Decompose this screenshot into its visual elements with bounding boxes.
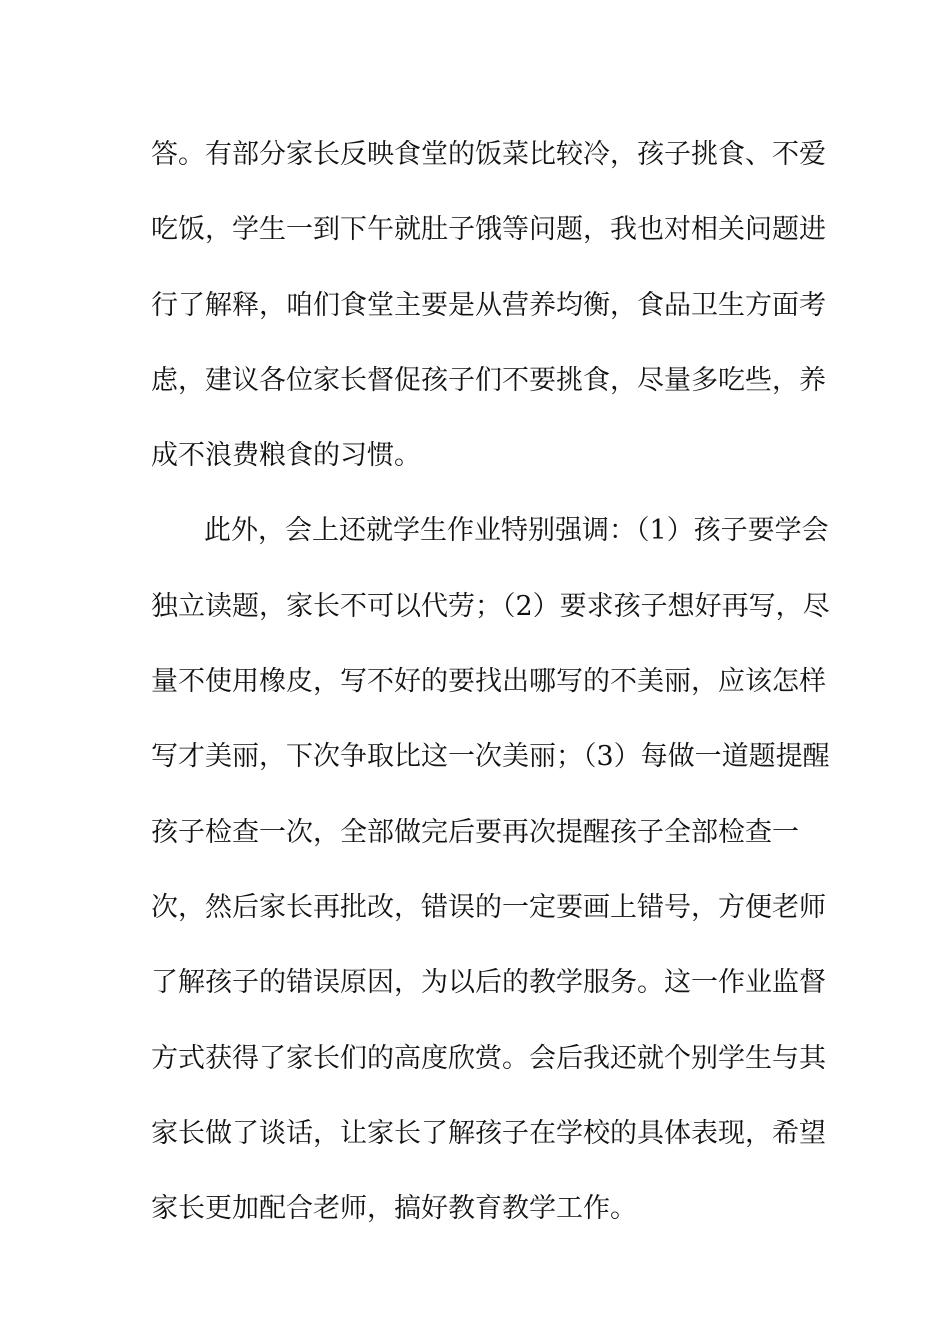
text-line: 孩子检查一次，全部做完后要再次提醒孩子全部检查一 [151, 816, 799, 848]
text-line: 次，然后家长再批改，错误的一定要画上错号，方便老师 [151, 891, 826, 923]
paragraph-1 [151, 130, 826, 506]
text-line: 成不浪费粮食的习惯。 [151, 440, 421, 472]
text-line: 答。有部分家长反映食堂的饭菜比较冷，孩子挑食、不爱 [151, 139, 826, 170]
text-line: 家长更加配合老师，搞好教育教学工作。 [151, 1193, 637, 1225]
paragraph-2 [151, 506, 830, 1259]
text-line: 了解孩子的错误原因，为以后的教学服务。这一作业监督 [151, 967, 826, 999]
text-line: 行了解释，咱们食堂主要是从营养均衡，食品卫生方面考 [151, 289, 826, 321]
text-line: 吃饭，学生一到下午就肚子饿等问题，我也对相关问题进 [151, 214, 826, 246]
text-line: 写才美丽，下次争取比这一次美丽；（3）每做一道题提醒 [151, 741, 830, 773]
text-line: 量不使用橡皮，写不好的要找出哪写的不美丽，应该怎样 [151, 666, 826, 698]
text-line: 方式获得了家长们的高度欣赏。会后我还就个别学生与其 [151, 1042, 826, 1074]
text-line-indented: 此外，会上还就学生作业特别强调：（1）孩子要学会 [204, 515, 829, 547]
text-line: 独立读题，家长不可以代劳；（2）要求孩子想好再写，尽 [151, 590, 830, 622]
body-text [151, 130, 830, 1259]
text-line: 虑，建议各位家长督促孩子们不要挑食，尽量多吃些，养 [151, 364, 826, 396]
text-line: 家长做了谈话，让家长了解孩子在学校的具体表现，希望 [151, 1117, 826, 1149]
